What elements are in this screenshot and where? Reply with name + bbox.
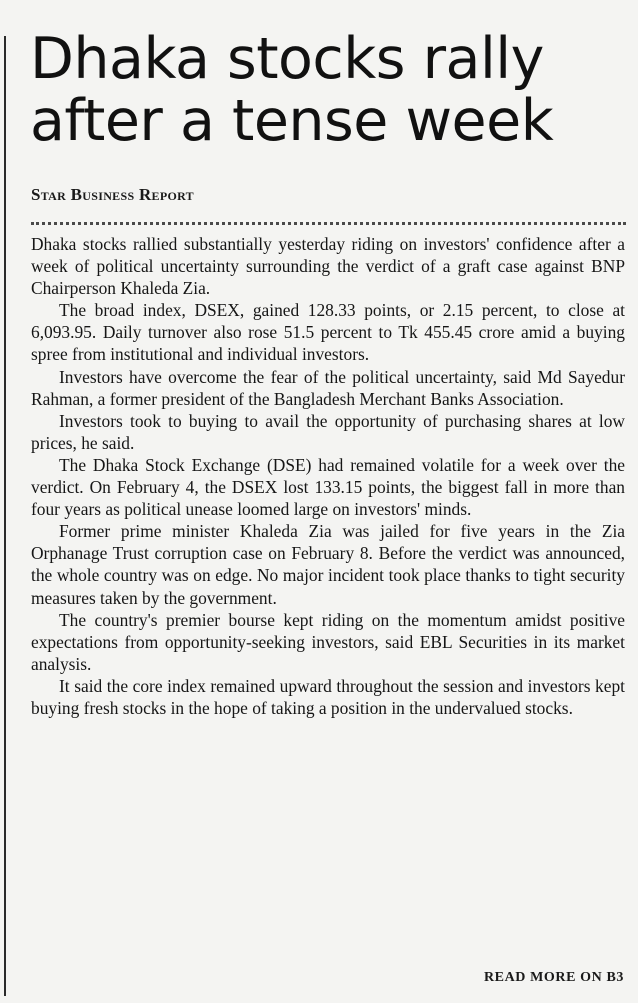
paragraph: The Dhaka Stock Exchange (DSE) had remained volatile for a week over the verdict. On February 4, the DSEX lost 133.15 points, the biggest fall in more than four years as political unease loomed large on investors' minds. (31, 454, 625, 520)
article-body (31, 233, 625, 719)
paragraph: Former prime minister Khaleda Zia was jailed for five years in the Zia Orphanage Trust corruption case on February 8. Before the verdict was announced, the whole country was on edge. No major incident took place thanks to tight security measures taken by the government. (31, 521, 625, 608)
byline: Star Business Report (31, 185, 194, 204)
paragraph: The broad index, DSEX, gained 128.33 points, or 2.15 percent, to close at 6,093.95. Daily turnover also rose 51.5 percent to Tk 455.45 crore amid a buying spree from institutional and individual investors. (31, 300, 625, 365)
column-rule (4, 36, 6, 996)
dotted-divider (31, 222, 626, 225)
paragraph: Dhaka stocks rallied substantially yesterday riding on investors' confidence after a week of political uncertainty surrounding the verdict of a graft case against BNP Chairperson Khaleda Zia. (31, 234, 625, 299)
paragraph: It said the core index remained upward throughout the session and investors kept buying fresh stocks in the hope of taking a position in the undervalued stocks. (31, 675, 625, 718)
read-more-link[interactable]: READ MORE ON B3 (483, 970, 624, 985)
paragraph: Investors have overcome the fear of the political uncertainty, said Md Sayedur Rahman, a former president of the Bangladesh Merchant Banks Association. (31, 366, 625, 409)
headline: Dhaka stocks rally after a tense week (30, 26, 554, 154)
paragraph: Investors took to buying to avail the opportunity of purchasing shares at low prices, he said. (31, 410, 625, 453)
paragraph: The country's premier bourse kept riding on the momentum amidst positive expectations from opportunity-seeking investors, said EBL Securities in its market analysis. (31, 609, 625, 674)
